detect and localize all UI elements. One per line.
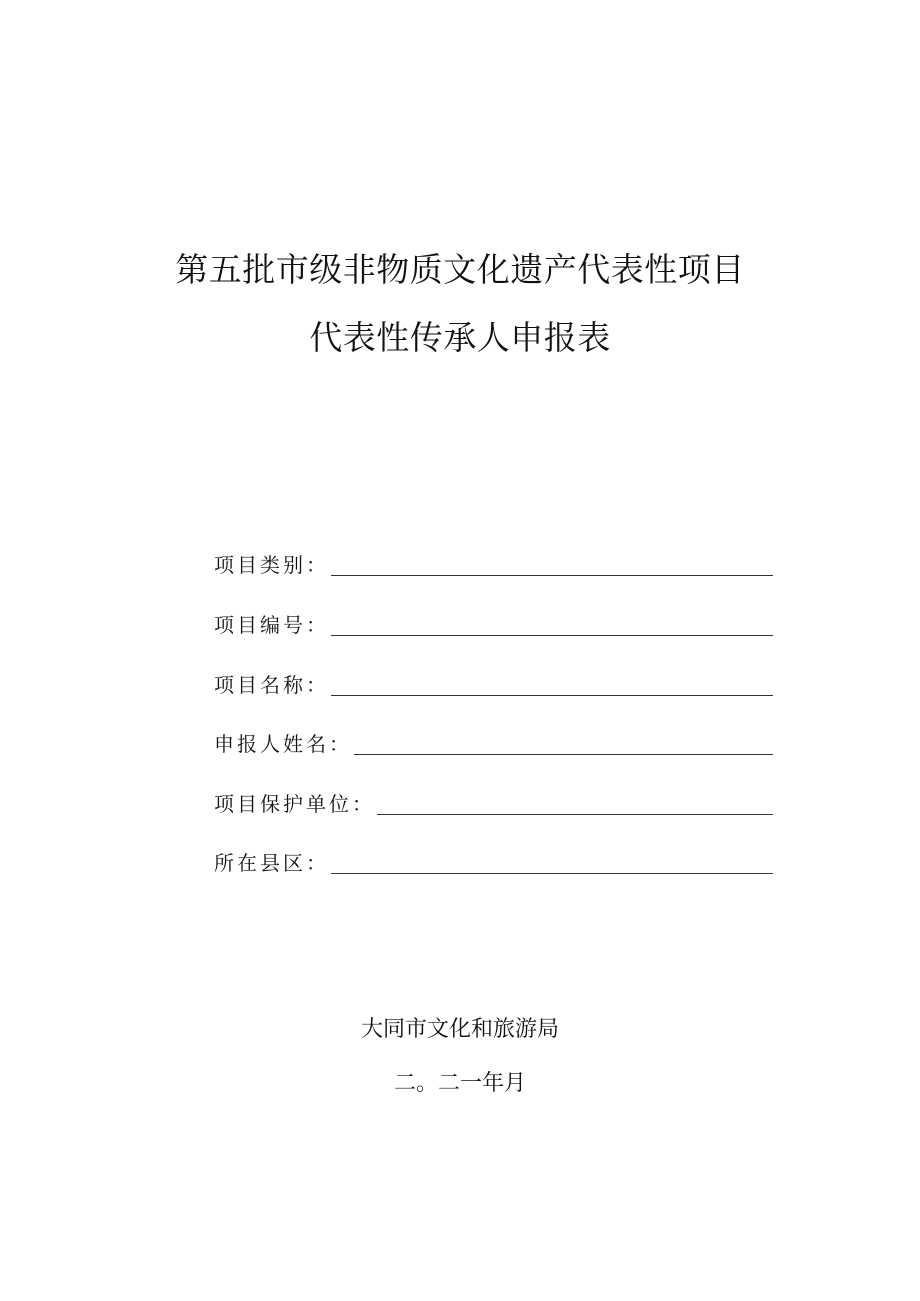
field-project-number [214,604,773,638]
field-project-name [214,664,773,698]
field-project-category [214,544,773,578]
field-label: 所在县区： [214,851,329,875]
field-label: 项目编号： [214,613,329,637]
fill-in-line[interactable] [354,753,773,755]
field-label: 项目名称： [214,673,329,697]
issuing-organization: 大同市文化和旅游局 [360,1017,559,1042]
fill-in-line[interactable] [331,574,773,576]
field-label: 项目类别： [214,553,329,577]
field-applicant-name [214,723,773,757]
fill-in-line[interactable] [377,813,773,815]
fill-in-line[interactable] [331,872,773,874]
field-label: 申报人姓名： [214,732,352,756]
fill-in-line[interactable] [331,634,773,636]
form-date: 二。二一年月 [393,1071,526,1096]
form-title-line-1: 第五批市级非物质文化遗产代表性项目 [175,250,745,289]
field-protection-unit [214,783,773,817]
fill-in-line[interactable] [331,694,773,696]
form-title-line-2: 代表性传承人申报表 [309,318,611,357]
field-label: 项目保护单位： [214,792,375,816]
field-county-district [214,842,773,876]
